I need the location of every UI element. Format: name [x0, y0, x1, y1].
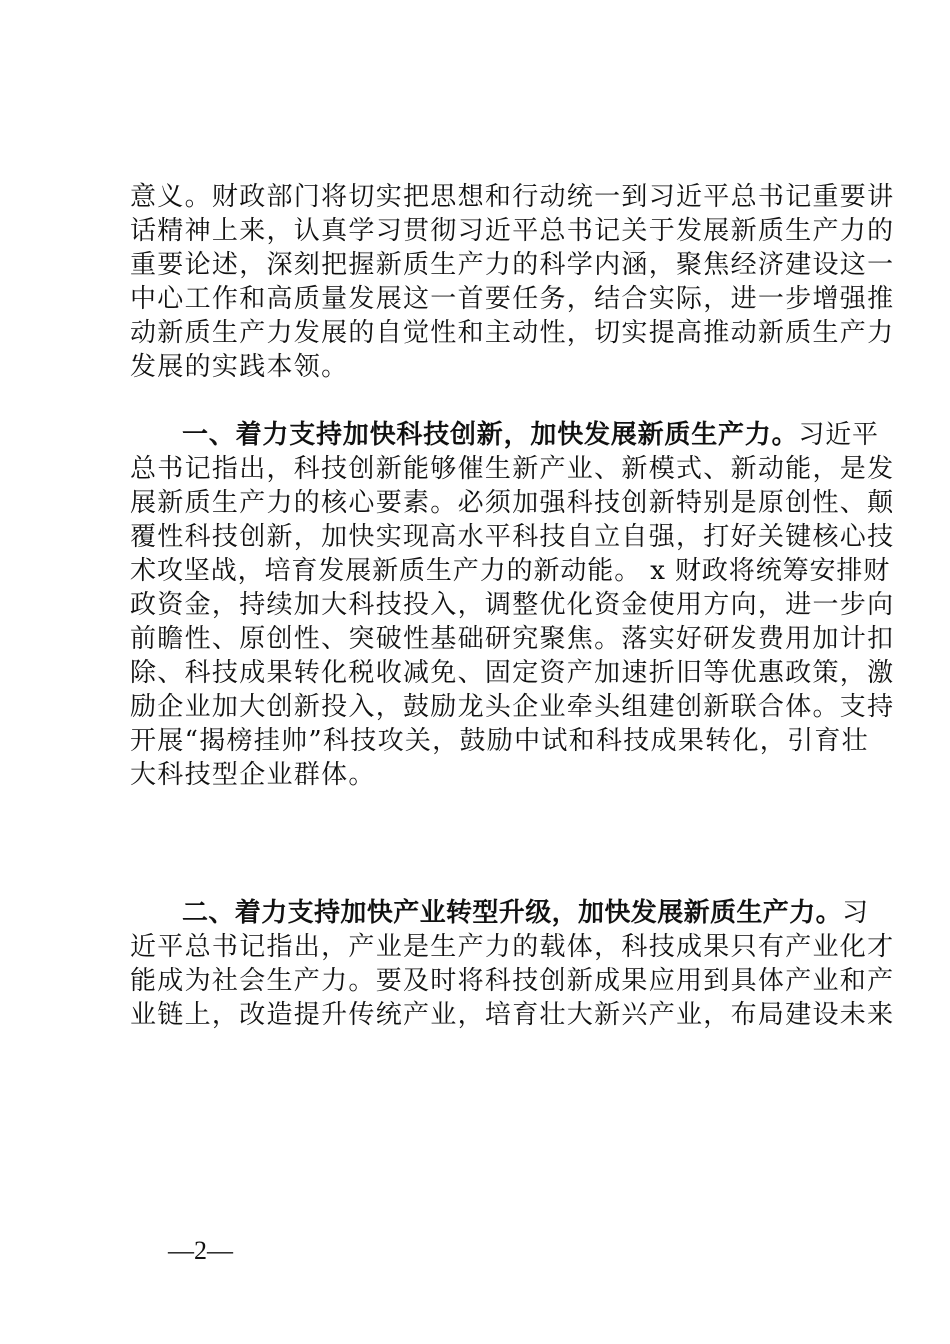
text-line: 除、科技成果转化税收减免、固定资产加速折旧等优惠政策，激	[130, 658, 895, 688]
text-line: 发展的实践本领。	[130, 352, 349, 382]
text-line: 展新质生产力的核心要素。必须加强科技创新特别是原创性、颠	[130, 488, 895, 518]
text-line: 动新质生产力发展的自觉性和主动性，切实提高推动新质生产力	[130, 318, 895, 348]
text-line-first	[130, 896, 869, 930]
paragraph-section-one-body	[130, 418, 895, 792]
page-number: —2—	[168, 1236, 233, 1265]
text-run: 习	[842, 898, 869, 928]
text-line: 业链上，改造提升传统产业，培育壮大新兴产业，布局建设未来	[130, 1000, 895, 1030]
text-line: 开展“揭榜挂帅”科技攻关，鼓励中试和科技成果转化，引育壮	[130, 726, 869, 756]
text-line: 覆性科技创新，加快实现高水平科技自立自强，打好关键核心技	[130, 522, 895, 552]
paragraph-section-two	[130, 896, 895, 1032]
text-line: 总书记指出，科技创新能够催生新产业、新模式、新动能，是发	[130, 454, 895, 484]
text-line: 近平总书记指出，产业是生产力的载体，科技成果只有产业化才	[130, 932, 895, 962]
text-line: 意义。财政部门将切实把思想和行动统一到习近平总书记重要讲	[130, 182, 895, 212]
text-line: 大科技型企业群体。	[130, 760, 376, 790]
text-line: 术攻坚战，培育发展新质生产力的新动能。 x 财政将统筹安排财	[130, 556, 891, 586]
paragraph-intro-body	[130, 180, 895, 384]
text-line: 励企业加大创新投入，鼓励龙头企业牵头组建创新联合体。支持	[130, 692, 895, 722]
text-run: 习近平	[798, 420, 879, 450]
section-heading: 二、着力支持加快产业转型升级，加快发展新质生产力。	[182, 898, 843, 928]
text-line: 政资金，持续加大科技投入，调整优化资金使用方向，进一步向	[130, 590, 895, 620]
paragraph-intro	[130, 180, 895, 384]
paragraph-section-one	[130, 418, 895, 792]
text-line: 能成为社会生产力。要及时将科技创新成果应用到具体产业和产	[130, 966, 895, 996]
text-line: 前瞻性、原创性、突破性基础研究聚焦。落实好研发费用加计扣	[130, 624, 895, 654]
text-line: 中心工作和高质量发展这一首要任务，结合实际，进一步增强推	[130, 284, 895, 314]
paragraph-section-two-body	[130, 896, 895, 1032]
text-line-first	[130, 418, 879, 452]
text-line: 重要论述，深刻把握新质生产力的科学内涵，聚焦经济建设这一	[130, 250, 895, 280]
text-line: 话精神上来，认真学习贯彻习近平总书记关于发展新质生产力的	[130, 216, 895, 246]
section-heading: 一、着力支持加快科技创新，加快发展新质生产力。	[182, 420, 799, 450]
